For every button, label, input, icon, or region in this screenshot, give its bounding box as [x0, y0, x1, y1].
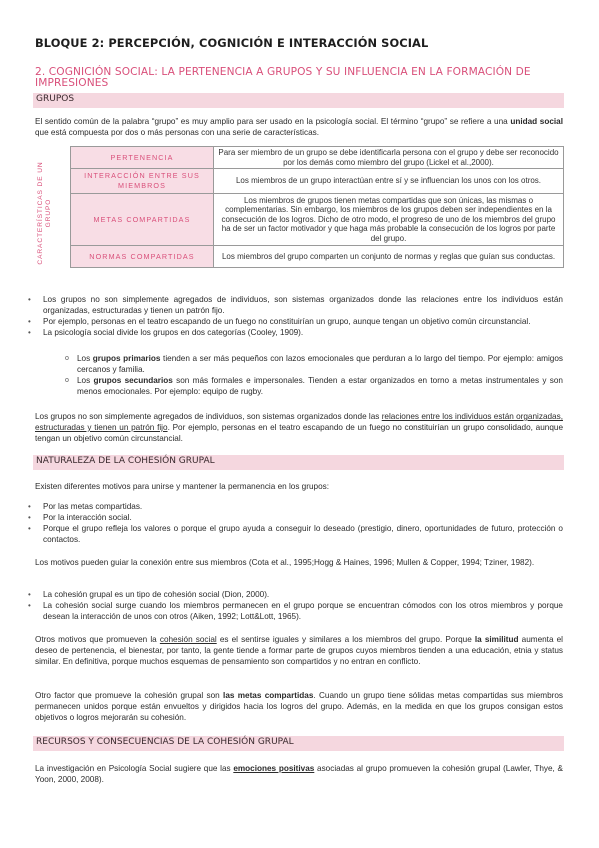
bold-term: la similitud [474, 635, 519, 644]
table-row [71, 169, 564, 194]
cohesion-connection: Los motivos pueden guiar la conexión entre sus miembros (Cota et al., 1995;Hogg & Haines, 1996; Mullen & Copper, 1994; Tziner, 1982). [35, 558, 535, 567]
cohesion-similarity: Otros motivos que promueven la cohesión social es el sentirse iguales y similares a los miembros del grupo. Porque la similitud aumenta el deseo de pertenencia, el bienestar, por tanto, la gente tiende a formar parte de grupos cuyos miembros tienden a una educación, etnia y status similar. En definitiva, porque muchos esquemas de pensamiento son compartidos y no entran en conflicto. [35, 635, 564, 666]
table-row [71, 194, 564, 246]
section-title: 2. COGNICIÓN SOCIAL: LA PERTENENCIA A GRUPOS Y SU INFLUENCIA EN LA FORMACIÓN DE IMPRESIONES [35, 66, 531, 89]
section-bar-grupos [33, 93, 564, 108]
underlined-phrase: relaciones entre los individuos están organizadas, estructuradas y tienen un patrón fijo [35, 412, 563, 432]
grupos-intro: El sentido común de la palabra “grupo” es muy amplio para ser usado en la psicología social. El término “grupo” se refiere a una unidad social que está compuesta por dos o más personas con una serie de características. [35, 117, 563, 137]
list-item: • La cohesión grupal es un tipo de cohesión social (Dion, 2000). [33, 589, 563, 600]
list-item: • La cohesión social surge cuando los miembros permanecen en el grupo porque se encuentran cómodos con los otros miembros y porque desean la interacción de unos con otros (Aiken, 1992; Lott&Lott, 1965). [33, 600, 563, 622]
section-heading-cohesion: NATURALEZA DE LA COHESIÓN GRUPAL [36, 456, 215, 466]
section-heading-grupos: GRUPOS [36, 94, 75, 104]
bold-term: las metas compartidas [223, 691, 314, 700]
cohesion-bullets [33, 589, 563, 622]
section-bar-recursos [33, 736, 564, 751]
table-value: Los miembros de grupos tienen metas compartidas que son únicas, las mismas o complementarias. Sin embargo, los miembros de los grupos deben ser independientes en la consecución de los logros. Dicho de otro modo, el progreso de uno de los miembros del grupo ha de ser un factor motivador y que haga más probable la consecución de los logros por parte del grupo. [214, 194, 564, 246]
list-item: • Porque el grupo refleja los valores o porque el grupo ayuda a conseguir lo deseado (prestigio, dinero, oportunidades de futuro, protección o contactos. [33, 523, 563, 545]
recursos-text: La investigación en Psicología Social sugiere que las emociones positivas asociadas al grupo promueven la cohesión grupal (Lawler, Thye, & Yoon, 2000, 2008). [35, 764, 563, 784]
section-heading-recursos: RECURSOS Y CONSECUENCIAS DE LA COHESIÓN GRUPAL [36, 737, 294, 747]
grupos-sub-bullets [77, 353, 563, 397]
list-item: • Los grupos no son simplemente agregados de individuos, son sistemas organizados donde las relaciones entre los individuos están organizadas, estructuradas y tienen un patrón fijo. [33, 294, 563, 316]
grupos-bullets [33, 294, 563, 338]
characteristics-table [70, 146, 564, 268]
bold-term: unidad social [510, 117, 563, 126]
table-side-label: CARACTERÍSTICAS DE UN GRUPO [37, 161, 52, 265]
table-value: Los miembros del grupo comparten un conjunto de normas y reglas que guían sus conductas. [214, 246, 564, 268]
table-row [71, 246, 564, 268]
table-value: Para ser miembro de un grupo se debe identificarla persona con el grupo y debe ser reconocido por los demás como miembro del grupo (Lickel et al.,2000). [214, 147, 564, 169]
list-item: • Por las metas compartidas. [33, 501, 563, 512]
cohesion-goals: Otro factor que promueve la cohesión grupal son las metas compartidas. Cuando un grupo tiene sólidas metas compartidas sus miembros permanecen unidos porque están envueltos y dirigidos hacia los logros del grupo. Además, en la medida en que los grupos consigan estos objetivos o logros mejorarán su cohesión. [35, 691, 563, 722]
underlined-bold-phrase: emociones positivas [233, 764, 315, 773]
cohesion-intro: Existen diferentes motivos para unirse y mantener la permanencia en los grupos: [35, 482, 329, 491]
list-item: • La psicología social divide los grupos en dos categorías (Cooley, 1909). [33, 327, 563, 338]
section-bar-cohesion [33, 455, 564, 470]
list-item: o Los grupos secundarios son más formales e impersonales. Tienden a estar organizados en torno a metas instrumentales y son menos emocionales. Por ejemplo: equipo de rugby. [77, 375, 563, 397]
grupos-summary: Los grupos no son simplemente agregados de individuos, son sistemas organizados donde las relaciones entre los individuos están organizadas, estructuradas y tienen un patrón fijo. Por ejemplo, personas en el teatro escapando de un fuego no constituirían un grupo consolidado, aunque tengan un objetivo común circunstancial. [35, 412, 563, 443]
table-key: PERTENENCIA [71, 147, 214, 169]
table-key: INTERACCIÓN ENTRE SUS MIEMBROS [71, 169, 214, 194]
table-value: Los miembros de un grupo interactúan entre sí y se influencian los unos con los otros. [214, 169, 564, 194]
underlined-phrase: cohesión social [159, 635, 217, 644]
list-item: • Por la interacción social. [33, 512, 563, 523]
table-key: NORMAS COMPARTIDAS [71, 246, 214, 268]
list-item: • Por ejemplo, personas en el teatro escapando de un fuego no constituirían un grupo, aunque tengan un objetivo común circunstancial. [33, 316, 563, 327]
cohesion-motives [33, 501, 563, 545]
table-row [71, 147, 564, 169]
block-title: BLOQUE 2: PERCEPCIÓN, COGNICIÓN E INTERACCIÓN SOCIAL [35, 36, 429, 50]
list-item: o Los grupos primarios tienden a ser más pequeños con lazos emocionales que perduran a lo largo del tiempo. Por ejemplo: amigos cercanos y familia. [77, 353, 563, 375]
table-key: METAS COMPARTIDAS [71, 194, 214, 246]
